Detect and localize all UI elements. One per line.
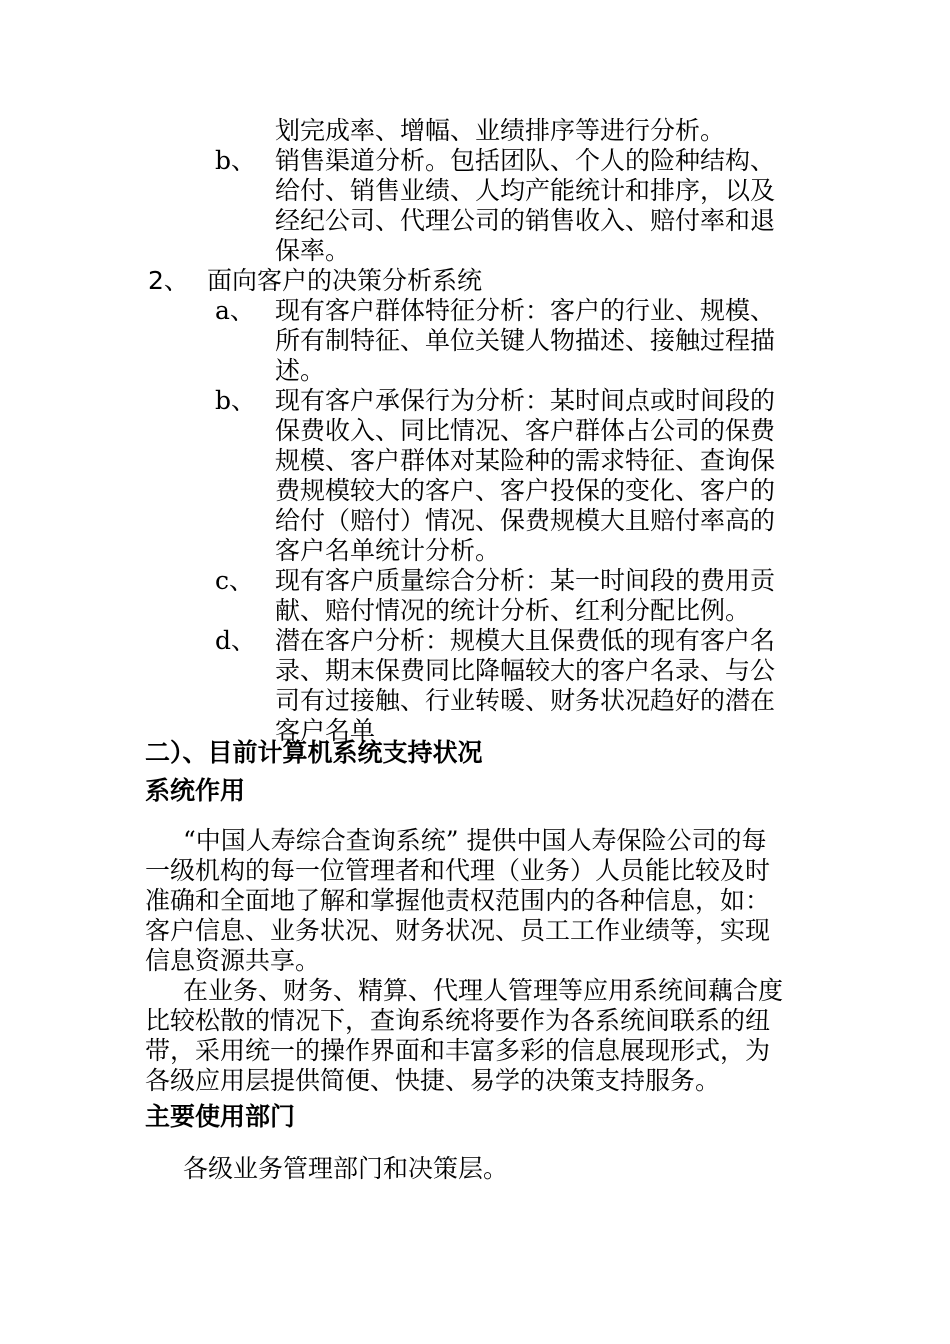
paragraph-line: 信息资源共享。 <box>145 946 321 975</box>
section-heading: 二）、目前计算机系统支持状况 <box>145 738 483 767</box>
paragraph-line: “中国人寿综合查询系统” 提供中国人寿保险公司的每 <box>183 826 767 855</box>
paragraph-line: 比较松散的情况下，查询系统将要作为各系统间联系的纽 <box>145 1006 771 1035</box>
list-marker: b、 <box>215 386 257 415</box>
list-item-line: 保费收入、同比情况、客户群体占公司的保费 <box>275 416 776 445</box>
list-item-line: 述。 <box>275 356 326 385</box>
list-item-line: 现有客户承保行为分析：某时间点或时间段的 <box>275 386 776 415</box>
list-item-line: 给付（赔付）情况、保费规模大且赔付率高的 <box>275 506 776 535</box>
paragraph-line: 客户信息、业务状况、财务状况、员工工作业绩等，实现 <box>145 916 771 945</box>
list-item-line: 客户名单 <box>275 716 376 745</box>
departments-text: 各级业务管理部门和决策层。 <box>183 1154 509 1183</box>
list-item-line: 司有过接触、行业转暖、财务状况趋好的潜在 <box>275 686 776 715</box>
paragraph-line: 准确和全面地了解和掌握他责权范围内的各种信息，如： <box>145 886 771 915</box>
section-number: 2、 <box>148 266 189 295</box>
list-marker: b、 <box>215 146 257 175</box>
list-item-line: 客户名单统计分析。 <box>275 536 501 565</box>
paragraph-line: 带，采用统一的操作界面和丰富多彩的信息展现形式，为 <box>145 1036 771 1065</box>
list-item-continuation: 划完成率、增幅、业绩排序等进行分析。 <box>275 116 726 145</box>
subsection-heading-system-role: 系统作用 <box>145 776 246 805</box>
list-item-line: 规模、客户群体对某险种的需求特征、查询保 <box>275 446 776 475</box>
paragraph-line: 在业务、财务、精算、代理人管理等应用系统间藕合度 <box>183 976 784 1005</box>
paragraph-line: 一级机构的每一位管理者和代理（业务）人员能比较及时 <box>145 856 771 885</box>
list-item-line: 献、赔付情况的统计分析、红利分配比例。 <box>275 596 751 625</box>
list-item-line: 现有客户群体特征分析：客户的行业、规模、 <box>275 296 776 325</box>
list-item-line: 给付、销售业绩、人均产能统计和排序，以及 <box>275 176 776 205</box>
list-marker: a、 <box>215 296 255 325</box>
list-item-line: 费规模较大的客户、客户投保的变化、客户的 <box>275 476 776 505</box>
list-marker: d、 <box>215 626 257 655</box>
list-item-line: 录、期末保费同比降幅较大的客户名录、与公 <box>275 656 776 685</box>
subsection-heading-departments: 主要使用部门 <box>145 1102 296 1131</box>
list-item-line: 经纪公司、代理公司的销售收入、赔付率和退 <box>275 206 776 235</box>
list-item-line: 销售渠道分析。包括团队、个人的险种结构、 <box>275 146 776 175</box>
list-item-line: 所有制特征、单位关键人物描述、接触过程描 <box>275 326 776 355</box>
list-item-line: 保率。 <box>275 236 351 265</box>
list-item-line: 潜在客户分析：规模大且保费低的现有客户名 <box>275 626 776 655</box>
section-title: 面向客户的决策分析系统 <box>207 266 483 295</box>
list-marker: c、 <box>215 566 255 595</box>
paragraph-line: 各级应用层提供简便、快捷、易学的决策支持服务。 <box>145 1066 721 1095</box>
list-item-line: 现有客户质量综合分析：某一时间段的费用贡 <box>275 566 776 595</box>
